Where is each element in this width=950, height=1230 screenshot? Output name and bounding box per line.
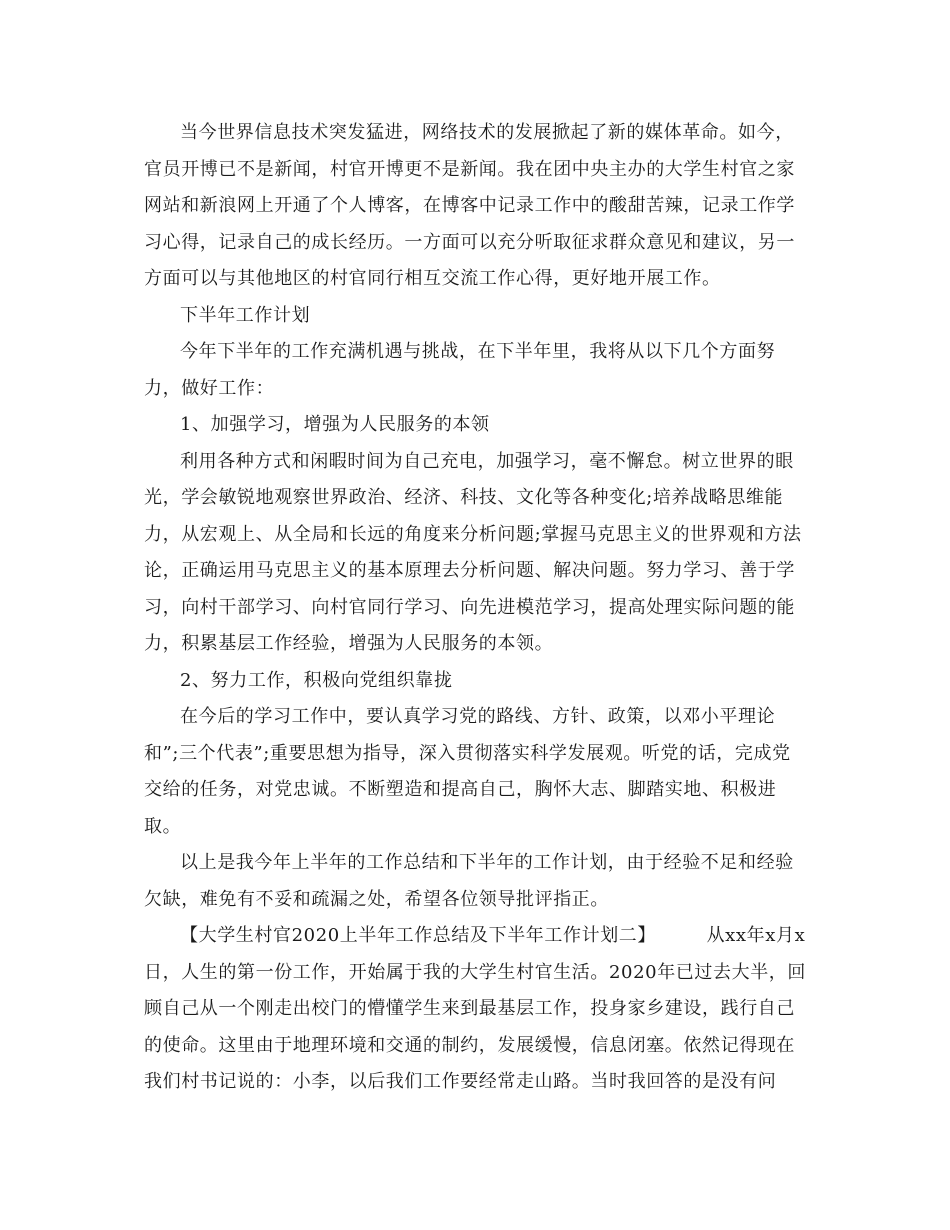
text-line: 当今世界信息技术突发猛进，网络技术的发展掀起了新的媒体革命。如今， [180, 122, 794, 143]
text-line: 官员开博已不是新闻，村官开博更不是新闻。我在团中央主办的大学生村官之家 [144, 158, 795, 180]
paragraph-conclusion [144, 845, 816, 918]
text-line: 我们村书记说的：小李，以后我们工作要经常走山路。当时我回答的是没有问 [144, 1071, 777, 1092]
text-line: 力，积累基层工作经验，增强为人民服务的本领。 [144, 633, 554, 654]
subheading-strengthen-learning [144, 407, 816, 444]
heading-line: 1、加强学习，增强为人民服务的本领 [180, 414, 490, 435]
text-line: 利用各种方式和闲暇时间为自己充电，加强学习，毫不懈怠。树立世界的眼 [180, 450, 794, 472]
text-line: 网站和新浪网上开通了个人博客，在博客中记录工作中的酸甜苦辣，记录工作学 [144, 195, 795, 216]
text-line: 今年下半年的工作充满机遇与挑战，在下半年里，我将从以下几个方面努 [180, 341, 776, 362]
paragraph-plan-intro [144, 334, 816, 407]
document-body [144, 115, 816, 1101]
text-line: 习心得，记录自己的成长经历。一方面可以充分听取征求群众意见和建议，另一 [144, 231, 795, 253]
text-line: 论，正确运用马克思主义的基本原理去分析问题、解决问题。努力学习、善于学 [144, 560, 795, 581]
text-line: 方面可以与其他地区的村官同行相互交流工作心得，更好地开展工作。 [144, 268, 721, 289]
paragraph-learning [144, 444, 816, 663]
text-line: 取。 [144, 815, 182, 837]
text-line: 习，向村干部学习、向村官同行学习、向先进模范学习，提高处理实际问题的能 [144, 596, 795, 618]
paragraph-party [144, 699, 816, 845]
heading-line: 下半年工作计划 [180, 304, 311, 326]
paragraph-media-blogging [144, 115, 816, 298]
text-line: 【大学生村官2020上半年工作总结及下半年工作计划二】 从xx年x月x [180, 925, 806, 946]
text-line: 和”;三个代表”;重要思想为指导，深入贯彻落实科学发展观。听党的话，完成党 [144, 742, 791, 764]
text-line: 日，人生的第一份工作，开始属于我的大学生村官生活。2020年已过去大半，回 [144, 961, 807, 983]
section-heading-second-half-plan [144, 298, 816, 335]
text-line: 的使命。这里由于地理环境和交通的制约，发展缓慢，信息闭塞。依然记得现在 [144, 1034, 795, 1056]
text-line: 欠缺，难免有不妥和疏漏之处，希望各位领导批评指正。 [144, 888, 609, 910]
text-line: 力，做好工作： [144, 377, 275, 399]
text-line: 以上是我今年上半年的工作总结和下半年的工作计划，由于经验不足和经验 [180, 852, 794, 873]
paragraph-second-article [144, 918, 816, 1101]
text-line: 顾自己从一个刚走出校门的懵懂学生来到最基层工作，投身家乡建设，践行自己 [144, 998, 795, 1019]
heading-line: 2、努力工作，积极向党组织靠拢 [180, 669, 453, 691]
text-line: 在今后的学习工作中，要认真学习党的路线、方针、政策，以邓小平理论 [180, 706, 776, 727]
text-line: 力，从宏观上、从全局和长远的角度来分析问题;掌握马克思主义的世界观和方法 [144, 523, 802, 545]
text-line: 光，学会敏锐地观察世界政治、经济、科技、文化等各种变化;培养战略思维能 [144, 487, 784, 508]
text-line: 交给的任务，对党忠诚。不断塑造和提高自己，胸怀大志、脚踏实地、积极进 [144, 779, 777, 800]
subheading-work-hard [144, 663, 816, 700]
